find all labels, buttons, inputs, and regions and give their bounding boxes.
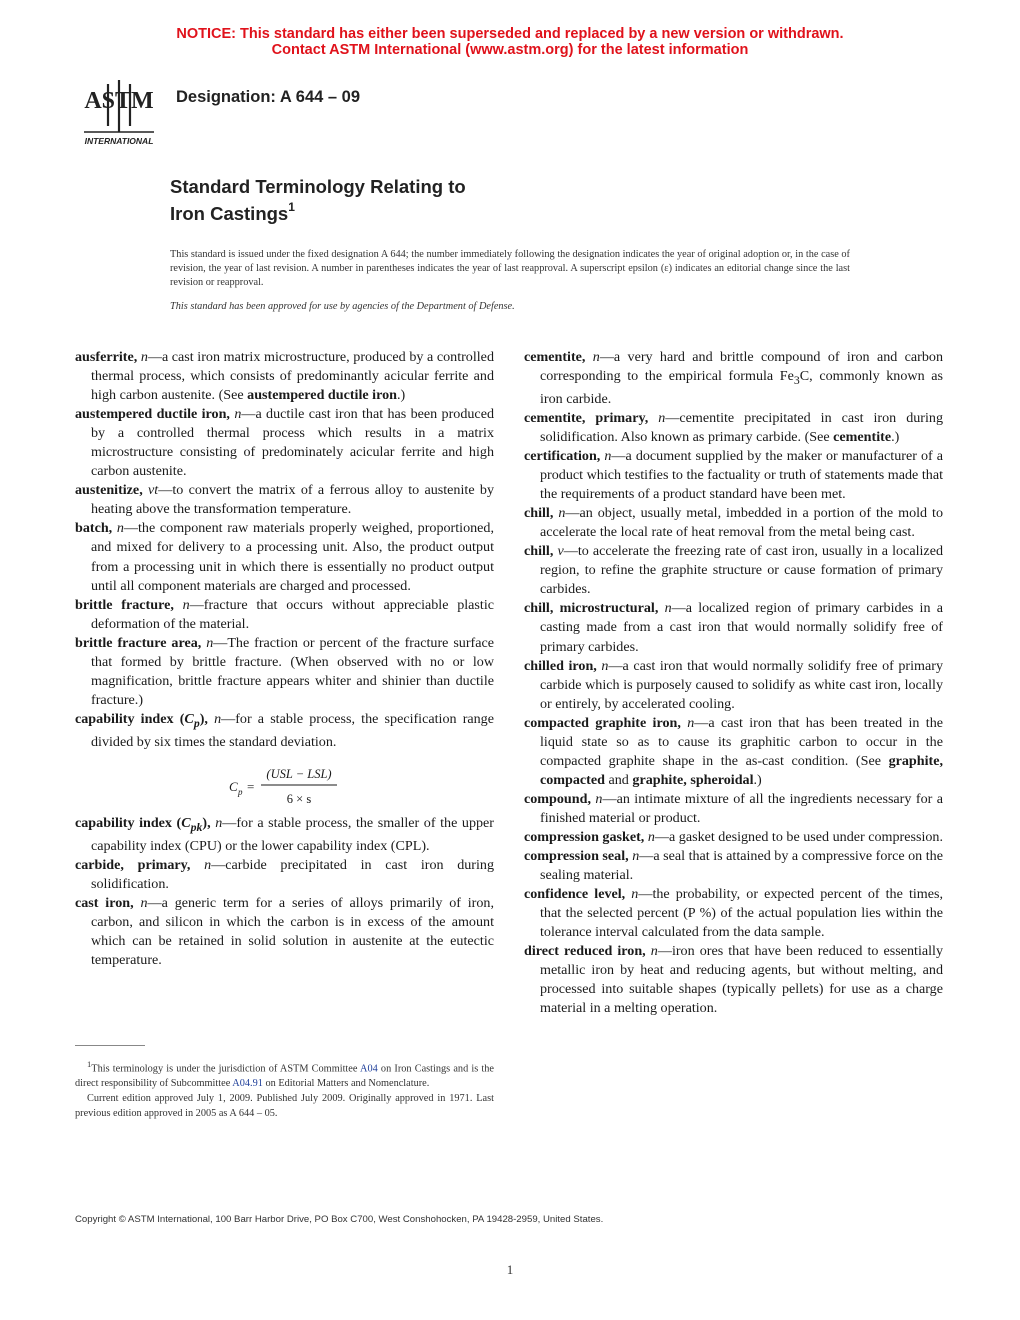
term: batch, [75,520,113,537]
definition-entry [75,814,494,856]
definition-entry [524,790,943,828]
definition: —cementite precipitated in cast iron during solidification. Also known as primary carbide. (See [540,409,944,445]
astm-logo [78,74,160,148]
logo-caption: INTERNATIONAL [84,136,154,146]
formula-numerator: (USL − LSL) [266,766,332,781]
definition: —a generic term for a series of alloys primarily of iron, carbon, and silicon in which the carbon is in excess of the amount which can be retained in solid solution in austenite at the eutectic temperature. [91,894,494,968]
title-line-1: Standard Terminology Relating to [170,176,466,197]
part-of-speech: n [204,856,212,873]
definition-entry [524,828,943,847]
definition-entry [524,942,943,1018]
part-of-speech: n [116,520,124,537]
definition-entry [524,409,943,447]
formula-equals: = [247,778,255,794]
term: carbide, primary, [75,856,191,873]
term: chill, [524,543,554,560]
definition-entry [524,599,943,656]
term: chill, [524,505,554,522]
part-of-speech: n [558,505,566,522]
definition-entry [75,856,494,894]
part-of-speech: n [604,448,612,465]
cross-reference: cementite [833,429,892,445]
definition: —a localized region of primary carbides in a casting made from a cast iron that would normally solidify free of primary carbides. [540,600,943,655]
cross-reference: graphite, spheroidal [632,771,754,788]
definition-entry [524,542,943,599]
definition: —for a stable process, the smaller of the upper capability index (CPU) or the lower capability index (CPL). [91,814,494,854]
definition: —iron ores that have been reduced to essentially metallic iron by heat and reducing agents, but without melting, and processed into suitable shapes (typically pellets) for use as a charge material in a melting operation. [540,943,944,1017]
part-of-speech: n [206,634,214,651]
term: austempered ductile iron, [75,406,230,423]
definition-tail: .) [396,387,406,404]
definition-entry [75,710,494,752]
part-of-speech: v [557,543,564,560]
part-of-speech: n [647,828,655,845]
definition: —a cast iron matrix microstructure, produced by a controlled thermal process, which consists of predominantly acicular ferrite and high carbon austenite. (See [91,349,494,404]
definition: —a gasket designed to be used under compression. [654,828,943,845]
definition: —the probability, or expected percent of the times, that the selected percent (P %) of the actual population lies within the tolerance interval calculated from the data sample. [540,886,944,941]
definition-entry [524,885,943,942]
page-title [170,175,466,225]
part-of-speech: n [595,790,603,807]
term: ausferrite, [75,349,138,365]
definition: —a cast iron that has been treated in the liquid state so as to cause its graphitic carbon to occur in the compacted graphite shape in the as-cast condition. (See graphite, compacted and graphite, spheroidal.) [540,714,943,788]
definition-entry [524,348,943,409]
term: cementite, primary, [524,409,649,426]
term: compression gasket, [524,828,645,845]
part-of-speech: n [632,848,640,865]
definition-entry [75,405,494,481]
term: brittle fracture, [75,596,174,613]
definition-entry [75,634,494,710]
right-column [524,348,943,1018]
part-of-speech: n [631,886,639,903]
definition-entry [75,596,494,634]
term: austenitize, [75,482,143,499]
term: compression seal, [524,848,629,865]
formula-denominator: 6 × s [286,791,312,806]
formula-lhs: C [229,778,238,794]
term: brittle fracture area, [75,634,202,651]
title-line-2: Iron Castings$^1$ [170,200,295,225]
definition: —a cast iron that would normally solidify free of primary carbide which is purposely caused to solidify as white cast iron, locally or entirely, by accelerated cooling. [540,657,943,712]
committee-link[interactable]: A04 [360,1063,378,1075]
term: direct reduced iron, [524,943,646,960]
part-of-speech: n [215,814,223,831]
part-of-speech: n [687,714,695,731]
definition: —fracture that occurs without appreciable plastic deformation of the material. [91,596,494,632]
definition-tail: .) [891,429,900,445]
term: confidence level, [524,886,626,903]
part-of-speech: n [658,409,666,426]
term: certification, [524,448,601,465]
definition: —the component raw materials properly weighed, proportioned, and mixed for delivery to a processing unit. Also, the product output from a processing unit in which there is essentially no product output until all component materials are charged and processed. [91,520,494,594]
definition: —a seal that is attained by a compressive force on the sealing material. [540,848,943,884]
part-of-speech: n [664,600,672,617]
definition: —an object, usually metal, imbedded in a portion of the mold to accelerate the local rate of heat removal from the metal being cast. [540,505,943,541]
footnote-mark: 1 [87,1059,92,1069]
part-of-speech: n [601,657,609,674]
term: chilled iron, [524,657,597,674]
definition-entry [75,894,494,970]
page-number: 1 [506,1262,514,1277]
definition: —a very hard and brittle compound of iron and carbon corresponding to the empirical formula $Fe_3C$, commonly known as iron carbide. [540,349,943,407]
definition-entry [524,714,943,790]
definition: —for a stable process, the specification range divided by six times the standard deviation. [91,710,494,750]
definition-entry [524,847,943,885]
approved-note: This standard has been approved for use by agencies of the Department of Defense. [170,301,515,312]
definition-entry [75,481,494,519]
definition: —carbide precipitated in cast iron during solidification. [91,856,495,892]
definition: —The fraction or percent of the fracture surface that formed by brittle fracture. (When observed with no or low magnification, brittle fracture appears whiter and shinier than ductile fracture.) [91,634,495,708]
term: capability index $(C_p)$, [75,710,208,730]
part-of-speech: n [140,894,148,911]
part-of-speech: n [182,596,190,613]
logo-letters: ASTM [84,88,154,114]
notice-line-2: Contact ASTM International (www.astm.org) for the latest information [271,42,749,58]
footnote-paragraph-1: $^1$This terminology is under the jurisdiction of ASTM Committee A04 on Iron Castings and is the direct responsibility of Subcommittee A04.91 on Editorial Matters and Nomenclature. [75,1059,494,1090]
footnote-paragraph-2: Current edition approved July 1, 2009. Published July 2009. Originally approved in 1971. Last previous edition approved in 2005 as A 644 – 05. [75,1093,494,1119]
term: chill, microstructural, [524,600,659,617]
definition: —to convert the matrix of a ferrous alloy to austenite by heating above the transformation temperature. [91,482,494,518]
footnote-rule [75,1045,145,1046]
term: cast iron, [75,894,134,911]
part-of-speech: n [234,406,242,423]
cross-reference: graphite, compacted [540,752,943,788]
part-of-speech: vt [148,482,159,499]
subcommittee-link[interactable]: A04.91 [232,1078,263,1090]
part-of-speech: n [214,710,222,727]
definition-entry [524,504,943,542]
definition: —to accelerate the freezing rate of cast iron, usually in a localized region, to refine the graphite structure or cause formation of primary carbides. [540,543,943,598]
part-of-speech: n [650,943,658,960]
term: compound, [524,790,591,807]
definition-entry [75,348,494,405]
definition: —an intimate mixture of all the ingredients necessary for a finished material or product. [540,790,944,826]
notice-banner [0,26,1020,58]
formula-lhs-sub: p [238,786,243,797]
cross-reference: austempered ductile iron [247,387,397,404]
term: cementite, [524,349,586,365]
left-column [75,348,494,970]
designation: Designation: A 644 – 09 [176,88,361,106]
term: compacted graphite iron, [524,714,681,731]
issued-note: This standard is issued under the fixed designation A 644; the number immediately following the designation indicates the year of original adoption or, in the case of revision, the year of last revision. A number in parentheses indicates the year of last reapproval. A superscript epsilon (ε) indicates an editorial change since the last revision or reapproval. [170,249,850,289]
copyright: Copyright © ASTM International, 100 Barr Harbor Drive, PO Box C700, West Conshohocken, PA 19428-2959, United States. [75,1214,604,1225]
title-footnote-mark: 1 [288,200,295,214]
footnote [75,1057,494,1122]
part-of-speech: n [140,349,148,365]
definition-entry [524,447,943,504]
definition-entry [75,519,494,595]
term: capability index $(C_{pk})$, [75,814,211,834]
definition-entry [524,657,943,714]
definition: —a document supplied by the maker or manufacturer of a product which testifies to the factuality or truth of statements made that the requirements of a product standard have been met. [540,448,943,503]
definition: —a ductile cast iron that has been produced by a controlled thermal process which results in a matrix microstructure consisting of predominately acicular ferrite and high carbon austenite. [91,406,494,480]
notice-line-1: NOTICE: This standard has either been superseded and replaced by a new version or withdrawn. [176,26,844,42]
formula [75,752,494,814]
part-of-speech: n [592,349,600,365]
